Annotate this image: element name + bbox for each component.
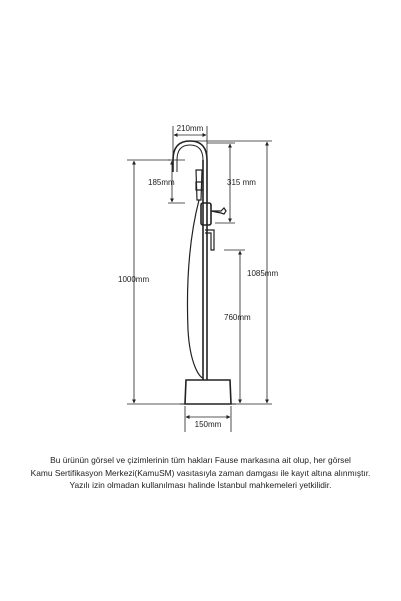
label-185mm: 185mm <box>148 178 175 187</box>
label-760mm: 760mm <box>224 313 251 322</box>
label-1000mm: 1000mm <box>118 275 150 284</box>
notice-line-1: Bu ürünün görsel ve çizimlerinin tüm hakları Fause markasına ait olup, her görsel <box>50 455 351 465</box>
label-150mm: 150mm <box>194 420 222 429</box>
shower-hose <box>187 200 203 378</box>
notice-line-2: Kamu Sertifikasyon Merkezi(KamuSM) vasıtasıyla zaman damgası ile kayıt altına alınmıştır. <box>30 467 371 478</box>
notice-line-3: Yazılı izin olmadan kullanılması halinde İstanbul mahkemeleri yetkilidir. <box>69 480 332 490</box>
base <box>185 380 231 404</box>
label-210mm: 210mm <box>176 124 204 133</box>
spout-gooseneck <box>173 141 207 172</box>
label-1085mm: 1085mm <box>247 269 279 278</box>
spout-gooseneck-inner <box>177 145 203 172</box>
label-315mm: 315 mm <box>227 178 256 187</box>
handle-upper <box>211 208 226 214</box>
copyright-notice <box>0 454 401 492</box>
hand-shower <box>196 170 202 200</box>
